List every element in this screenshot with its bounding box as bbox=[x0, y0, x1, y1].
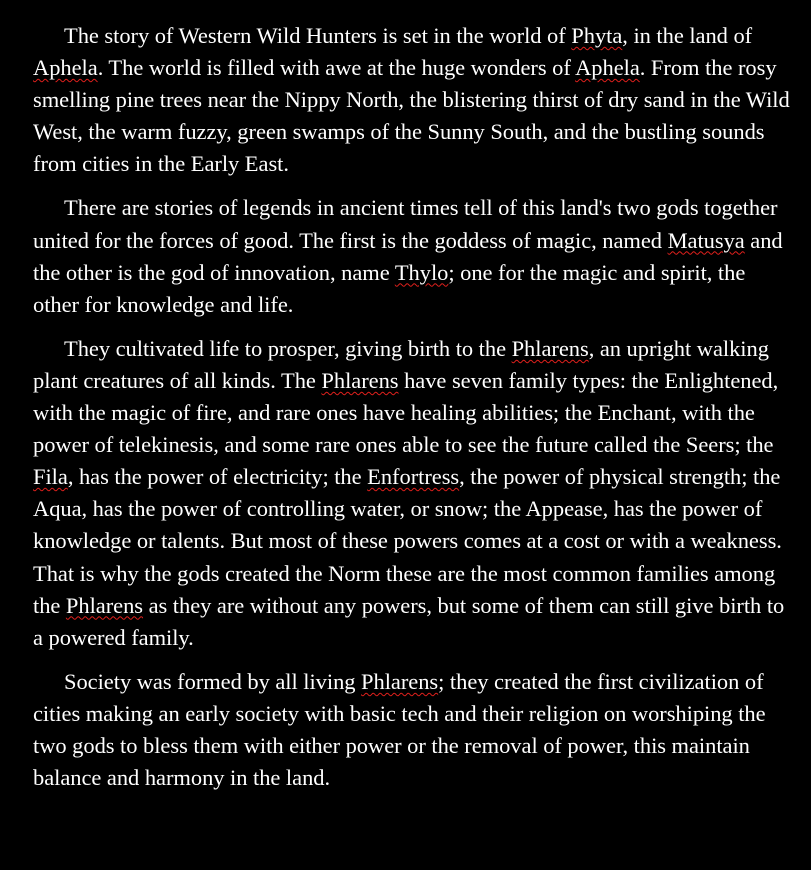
misspelled-word[interactable]: Matusya bbox=[667, 227, 745, 253]
misspelled-word[interactable]: Phlarens bbox=[361, 668, 439, 694]
text-run: have seven family types: the Enlightened, with the magic of fire, and rare ones have healing abilities; the Enchant, with the power of telekinesis, and some rare ones able to see the future called the Seers; the bbox=[33, 367, 779, 458]
text-run: , in the land of bbox=[622, 23, 753, 48]
paragraph-3 bbox=[33, 333, 793, 654]
text-run: , has the power of electricity; the bbox=[67, 464, 368, 490]
paragraph-1 bbox=[33, 20, 793, 180]
misspelled-word[interactable]: Aphela bbox=[33, 55, 98, 81]
text-run: There are stories of legends in ancient times tell of this land's two gods together united for the forces of good. The first is the goddess of magic, named bbox=[33, 195, 778, 253]
text-run: ; one for the magic and spirit, the other for knowledge and life. bbox=[33, 259, 746, 317]
text-run: They cultivated life to prosper, giving birth to the bbox=[64, 335, 512, 361]
misspelled-word[interactable]: Thylo bbox=[394, 259, 449, 285]
text-run: ; they created the first civilization of cities making an early society with basic tech and their religion on worshiping the two gods to bless them with either power or the removal of power, this maintain balance and harmony in the land. bbox=[33, 668, 766, 791]
text-run: and the other is the god of innovation, name bbox=[33, 227, 783, 285]
text-run: . The world is filled with awe at the huge wonders of bbox=[97, 55, 576, 81]
misspelled-word[interactable]: Aphela bbox=[575, 55, 640, 81]
misspelled-word[interactable]: Fila bbox=[33, 464, 68, 490]
misspelled-word[interactable]: Phlarens bbox=[321, 367, 399, 393]
text-run: , an upright walking plant creatures of all kinds. The bbox=[33, 335, 769, 393]
misspelled-word[interactable]: Phlarens bbox=[511, 335, 589, 361]
misspelled-word[interactable]: Phyta bbox=[571, 23, 623, 48]
text-run: . From the rosy smelling pine trees near the Nippy North, the blistering thirst of dry sand in the Wild West, the warm fuzzy, green swamps of the Sunny South, and the bustling sounds from cities in the Early East. bbox=[33, 55, 790, 177]
text-run: as they are without any powers, but some of them can still give birth to a powered family. bbox=[33, 592, 785, 650]
misspelled-word[interactable]: Phlarens bbox=[65, 592, 144, 618]
text-run: Society was formed by all living bbox=[64, 668, 362, 694]
paragraph-4 bbox=[33, 666, 793, 794]
text-run: , the power of physical strength; the Aqua, has the power of controlling water, or snow; the Appease, has the power of knowledge or talents. But most of these powers comes at a cost or with a weakness. That is why the gods created the Norm these are the most common families among the bbox=[33, 464, 782, 618]
paragraph-2 bbox=[33, 192, 793, 320]
misspelled-word[interactable]: Enfortress bbox=[367, 464, 460, 490]
text-run: The story of Western Wild Hunters is set in the world of bbox=[64, 23, 572, 48]
